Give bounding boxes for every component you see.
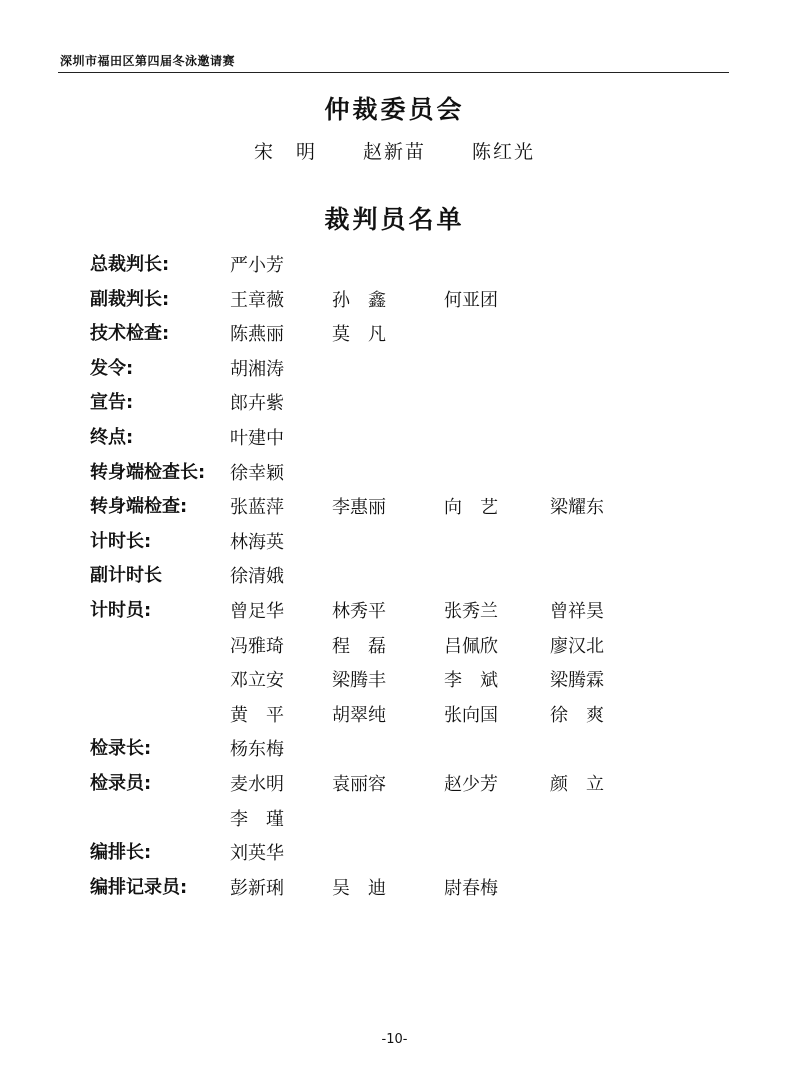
referee-name: 梁腾丰 <box>332 670 386 692</box>
referee-name: 赵少芳 <box>444 773 498 795</box>
referee-name: 廖汉北 <box>550 635 604 657</box>
role-label: 副计时长 <box>90 565 162 587</box>
referee-name: 张秀兰 <box>444 600 498 622</box>
role-label: 检录员: <box>90 772 152 794</box>
referee-name: 林海英 <box>230 531 284 553</box>
referee-name: 王章薇 <box>230 289 284 311</box>
referee-name: 彭新琍 <box>230 877 284 899</box>
referee-name: 吴 迪 <box>332 877 386 899</box>
referee-name: 张蓝萍 <box>230 497 284 519</box>
role-label: 技术检查: <box>90 323 170 345</box>
role-label: 副裁判长: <box>90 288 170 310</box>
committee-member: 陈红光 <box>472 141 536 163</box>
referee-name: 叶建中 <box>230 427 284 449</box>
referee-name: 黄 平 <box>230 704 284 726</box>
role-label: 计时员: <box>90 599 152 621</box>
arbitration-committee-members <box>0 137 789 164</box>
referee-name: 陈燕丽 <box>230 324 284 346</box>
referee-name: 程 磊 <box>332 635 386 657</box>
referee-name: 颜 立 <box>550 773 604 795</box>
referee-name: 麦水明 <box>230 773 284 795</box>
role-label: 编排记录员: <box>90 876 188 898</box>
referee-name: 曾足华 <box>230 600 284 622</box>
referee-name: 李 斌 <box>444 670 498 692</box>
role-label: 转身端检查长: <box>90 461 206 483</box>
running-header: 深圳市福田区第四届冬泳邀请赛 <box>60 54 236 68</box>
referee-name: 邓立安 <box>230 670 284 692</box>
referee-name: 梁耀东 <box>550 497 604 519</box>
referee-name: 袁丽容 <box>332 773 386 795</box>
role-label: 宣告: <box>90 392 134 414</box>
referee-name: 郎卉紫 <box>230 393 284 415</box>
arbitration-committee-title: 仲裁委员会 <box>324 95 465 124</box>
referee-name: 向 艺 <box>444 497 498 519</box>
role-label: 转身端检查: <box>90 496 188 518</box>
role-label: 检录长: <box>90 738 152 760</box>
role-label: 发令: <box>90 357 134 379</box>
referee-name: 徐 爽 <box>550 704 604 726</box>
referee-name: 莫 凡 <box>332 324 386 346</box>
referee-name: 林秀平 <box>332 600 386 622</box>
header-divider <box>58 72 729 73</box>
referee-name: 严小芳 <box>230 255 284 276</box>
page-number: -10- <box>381 1032 408 1047</box>
referee-list-title: 裁判员名单 <box>324 205 465 234</box>
referee-name: 张向国 <box>444 704 498 726</box>
role-label: 编排长: <box>90 842 152 864</box>
referee-name: 胡湘涛 <box>230 358 284 380</box>
referee-name: 何亚团 <box>444 289 498 311</box>
referee-name: 胡翠纯 <box>332 704 386 726</box>
referee-name: 李惠丽 <box>332 497 386 519</box>
committee-member: 赵新苗 <box>362 141 426 163</box>
referee-name: 李 瑾 <box>230 808 284 830</box>
referee-name: 徐清娥 <box>230 566 284 588</box>
referee-name: 曾祥昊 <box>550 600 604 622</box>
referee-name: 尉春梅 <box>444 877 498 899</box>
referee-name: 刘英华 <box>230 843 284 865</box>
referee-name: 冯雅琦 <box>230 635 284 657</box>
referee-name: 杨东梅 <box>230 739 284 761</box>
referee-name: 孙 鑫 <box>332 289 386 311</box>
role-label: 总裁判长: <box>90 254 170 275</box>
referee-name: 吕佩欣 <box>444 635 498 657</box>
referee-name: 梁腾霖 <box>550 670 604 692</box>
role-label: 终点: <box>90 426 134 448</box>
role-label: 计时长: <box>90 530 152 552</box>
committee-member: 宋 明 <box>253 141 317 163</box>
referee-name: 徐幸颖 <box>230 462 284 484</box>
